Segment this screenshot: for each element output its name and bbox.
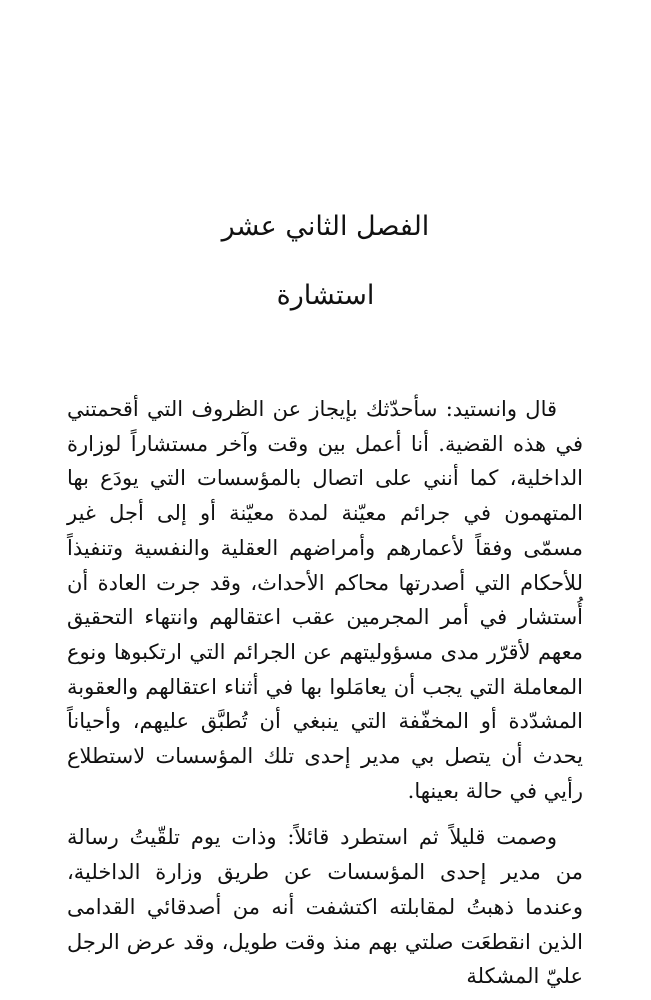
chapter-title: الفصل الثاني عشر [221,211,430,242]
paragraph-1: قال وانستيد: سأحدّثك بإيجاز عن الظروف التي أقحمتني في هذه القضية. أنا أعمل بين وقت وآخر مستشاراً لوزارة الداخلية، كما أنني على اتصال بالمؤسسات التي يودَع بها المتهمون في جرائم معيّنة لمدة معيّنة أو إلى أجل غير مسمّى وفقاً لأعمارهم وأمراضهم العقلية والنفسية وتنفيذاً للأحكام التي أصدرتها محاكم الأحداث، وقد جرت العادة أن أُستشار في أمر المجرمين عقب اعتقالهم وانتهاء التحقيق معهم لأقرّر مدى مسؤوليتهم عن الجرائم التي ارتكبوها ونوع المعاملة التي يجب أن يعامَلوا بها في أثناء اعتقالهم والعقوبة المشدّدة أو المخفّفة التي ينبغي أن تُطبَّق عليهم، وأحياناً يحدث أن يتصل بي مدير إحدى تلك المؤسسات لاستطلاع رأيي في حالة بعينها. [67,397,583,803]
paragraph-2: وصمت قليلاً ثم استطرد قائلاً: وذات يوم تلقّيتُ رسالة من مدير إحدى المؤسسات عن طريق وزارة الداخلية، وعندما ذهبتُ لمقابلته اكتشفت أنه من أصدقائي القدامى الذين انقطعَت صلتي بهم منذ وقت طويل، وقد عرض الرجل عليّ المشكلة [67,825,583,989]
chapter-subtitle: استشارة [276,280,375,311]
body-text [67,392,583,994]
